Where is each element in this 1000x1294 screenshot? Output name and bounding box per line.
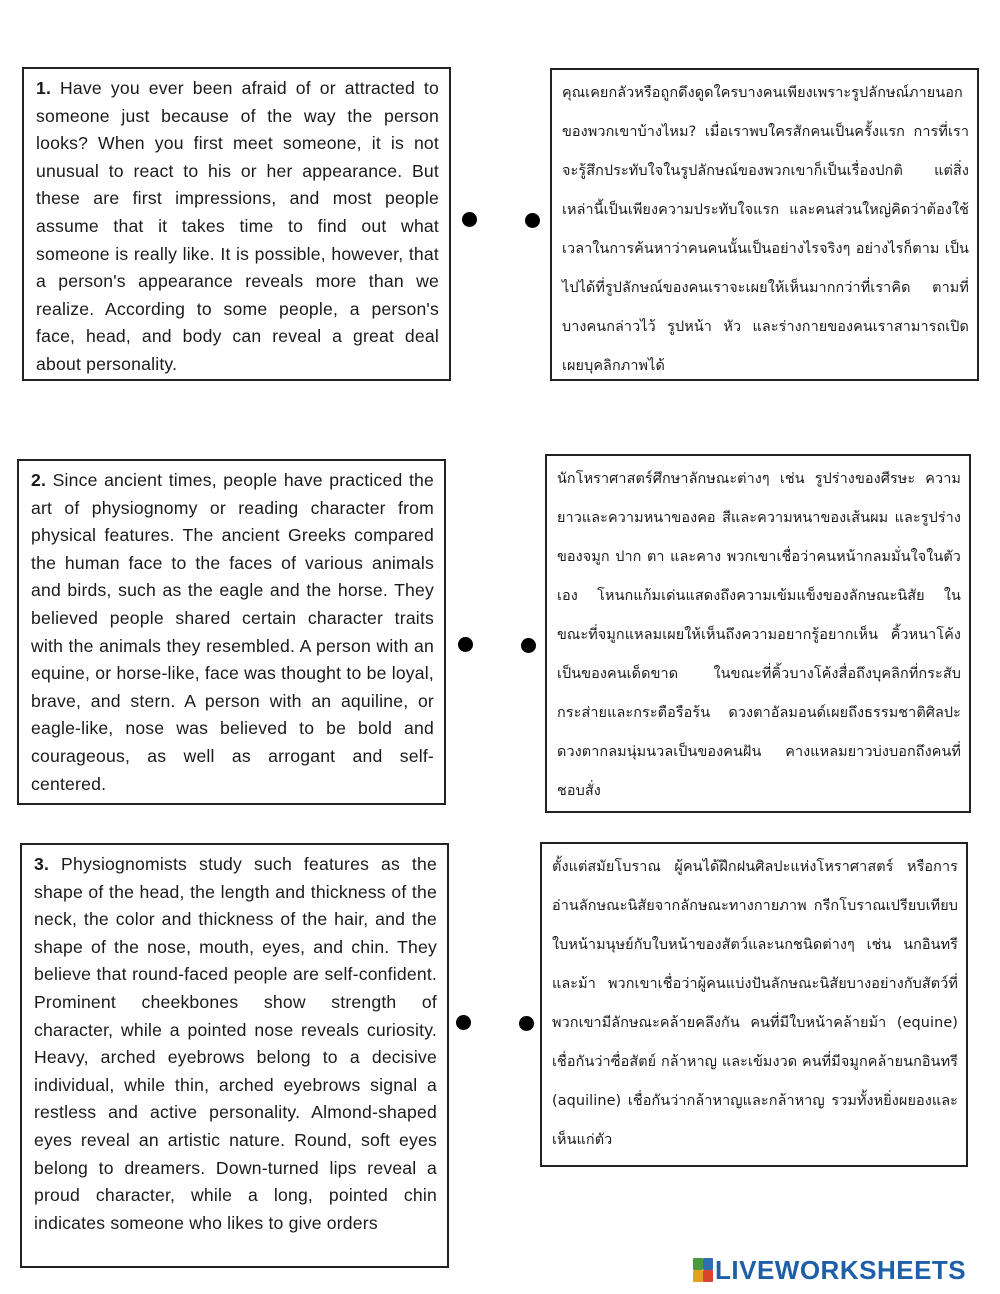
english-paragraph-3 bbox=[20, 843, 449, 1268]
english-text-3: Physiognomists study such features as the shape of the head, the length and thickness of the neck, the color and thickness of the hair, and the shape of the nose, mouth, eyes, and chin. They believe that round-faced people are self-confident. Prominent cheekbones show strength of character, while a pointed nose reveals curiosity. Heavy, arched eyebrows belong to a decisive individual, while thin, arched eyebrows signal a restless and active personality. Almond-shaped eyes reveal an artistic nature. Round, soft eyes belong to dreamers. Down-turned lips reveal a proud character, while a long, pointed chin indicates someone who likes to give orders bbox=[34, 854, 437, 1233]
logo-text: LIVEWORKSHEETS bbox=[715, 1254, 967, 1285]
thai-paragraph-2 bbox=[545, 454, 971, 813]
thai-text-2: นักโหราศาสตร์ศึกษาลักษณะต่างๆ เช่น รูปร่างของศีรษะ ความยาวและความหนาของคอ สีและความหนาของเส้นผม และรูปร่างของจมูก ปาก ตา และคาง พวกเขาเชื่อว่าคนหน้ากลมมั่นใจในตัวเอง โหนกแก้มเด่นแสดงถึงความเข้มแข็งของลักษณะนิสัย ในขณะที่จมูกแหลมเผยให้เห็นถึงความอยากรู้อยากเห็น คิ้วหนาโค้งเป็นของคนเด็ดขาด ในขณะที่คิ้วบางโค้งสื่อถึงบุคลิกที่กระสับกระส่ายและกระตือรือร้น ดวงตาอัลมอนด์เผยถึงธรรมชาติศิลปะ ดวงตากลมนุ่มนวลเป็นของคนฝัน คางแหลมยาวบ่งบอกถึงคนที่ชอบสั่ง bbox=[557, 471, 961, 799]
match-dot-thai-1[interactable] bbox=[525, 213, 540, 228]
english-paragraph-1 bbox=[22, 67, 451, 381]
paragraph-number-1: 1. bbox=[36, 78, 52, 98]
liveworksheets-logo[interactable] bbox=[693, 1255, 966, 1285]
match-dot-thai-2[interactable] bbox=[521, 638, 536, 653]
thai-text-3: ตั้งแต่สมัยโบราณ ผู้คนได้ฝึกฝนศิลปะแห่งโหราศาสตร์ หรือการอ่านลักษณะนิสัยจากลักษณะทางกายภาพ กรีกโบราณเปรียบเทียบใบหน้ามนุษย์กับใบหน้าของสัตว์และนกชนิดต่างๆ เช่น นกอินทรีและม้า พวกเขาเชื่อว่าผู้คนแบ่งปันลักษณะนิสัยบางอย่างกับสัตว์ที่พวกเขามีลักษณะคล้ายคลึงกัน คนที่มีใบหน้าคล้ายม้า (equine) เชื่อกันว่าซื่อสัตย์ กล้าหาญ และเข้มงวด คนที่มีจมูกคล้ายนกอินทรี (aquiline) เชื่อกันว่ากล้าหาญและกล้าหาญ รวมทั้งหยิ่งผยองและเห็นแก่ตัว bbox=[552, 859, 958, 1148]
liveworksheets-logo-icon bbox=[693, 1258, 713, 1282]
thai-text-1: คุณเคยกลัวหรือถูกดึงดูดใครบางคนเพียงเพราะรูปลักษณ์ภายนอกของพวกเขาบ้างไหม? เมื่อเราพบใครสักคนเป็นครั้งแรก การที่เราจะรู้สึกประทับใจในรูปลักษณ์ของพวกเขาก็เป็นเรื่องปกติ แต่สิ่งเหล่านี้เป็นเพียงความประทับใจแรก และคนส่วนใหญ่คิดว่าต้องใช้เวลาในการค้นหาว่าคนคนนั้นเป็นอย่างไรจริงๆ อย่างไรก็ตาม เป็นไปได้ที่รูปลักษณ์ของคนเราจะเผยให้เห็นมากกว่าที่เราคิด ตามที่บางคนกล่าวไว้ รูปหน้า หัว และร่างกายของคนเราสามารถเปิดเผยบุคลิกภาพได้ bbox=[562, 85, 969, 374]
thai-paragraph-1 bbox=[550, 68, 979, 381]
paragraph-number-2: 2. bbox=[31, 470, 47, 490]
thai-paragraph-3 bbox=[540, 842, 968, 1167]
english-text-2: Since ancient times, people have practiced the art of physiognomy or reading character from physical features. The ancient Greeks compared the human face to the faces of various animals and birds, such as the eagle and the horse. They believed people shared certain character traits with the animals they resembled. A person with an equine, or horse-like, face was thought to be loyal, brave, and stern. A person with an aquiline, or eagle-like, nose was believed to be bold and courageous, as well as arrogant and self-centered. bbox=[31, 470, 434, 794]
match-dot-english-1[interactable] bbox=[462, 212, 477, 227]
english-text-1: Have you ever been afraid of or attracted to someone just because of the way the person looks? When you first meet someone, it is not unusual to react to his or her appearance. But these are first impressions, and most people assume that it takes time to find out what someone is really like. It is possible, however, that a person's appearance reveals more than we realize. According to some people, a person's face, head, and body can reveal a great deal about personality. bbox=[36, 78, 440, 374]
match-dot-thai-3[interactable] bbox=[519, 1016, 534, 1031]
match-dot-english-3[interactable] bbox=[456, 1015, 471, 1030]
paragraph-number-3: 3. bbox=[34, 854, 50, 874]
match-dot-english-2[interactable] bbox=[458, 637, 473, 652]
english-paragraph-2 bbox=[17, 459, 446, 805]
